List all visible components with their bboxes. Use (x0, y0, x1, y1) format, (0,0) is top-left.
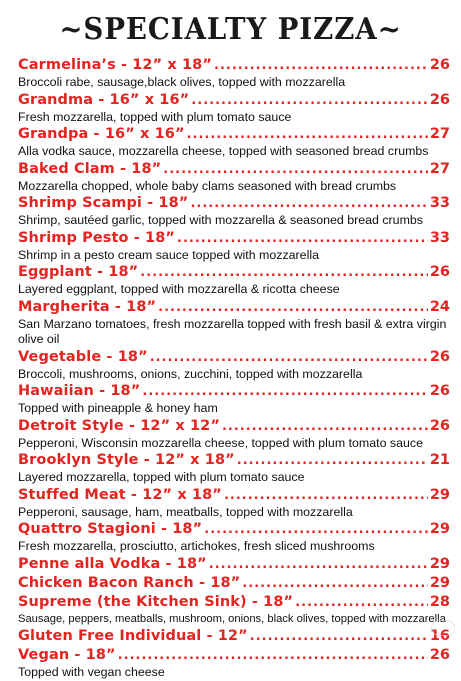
scan-mark (431, 620, 455, 636)
dot-leader (191, 91, 428, 110)
menu-item-description: Layered eggplant, topped with mozzarella & ricotta cheese (18, 282, 340, 296)
menu-item-name: Stuffed Meat - 12” x 18” (18, 486, 222, 503)
menu-item-price: 26 (429, 91, 450, 108)
dot-leader (250, 627, 428, 646)
menu-item-price: 33 (429, 229, 450, 246)
menu-item-header (18, 348, 450, 367)
menu-item-description: Fresh mozzarella, prosciutto, artichokes, fresh sliced mushrooms (18, 539, 375, 553)
menu-item-name: Detroit Style - 12” x 12” (18, 417, 220, 434)
menu-item (18, 627, 450, 646)
dot-leader (237, 451, 428, 470)
menu-item-name: Penne alla Vodka - 18” (18, 555, 207, 572)
menu-item-name: Gluten Free Individual - 12” (18, 628, 248, 644)
menu-item-name: Chicken Bacon Ranch - 18” (18, 574, 241, 591)
menu-item-description: Pepperoni, Wisconsin mozzarella cheese, topped with plum tomato sauce (18, 435, 423, 450)
menu-item-description: Pepperoni, sausage, ham, meatballs, topped with mozzarella (18, 504, 353, 519)
menu-item-description: Mozzarella chopped, whole baby clams seasoned with bread crumbs (18, 178, 397, 193)
menu-item-name: Grandma - 16” x 16” (18, 91, 190, 108)
menu-item (18, 194, 450, 229)
dot-leader (224, 486, 428, 505)
menu-item-header (18, 486, 450, 505)
dot-leader (177, 229, 428, 248)
menu-item-name: Carmelina’s - 12” x 18” (18, 57, 212, 73)
menu-item-price: 26 (429, 264, 450, 280)
menu-item-name: Supreme (the Kitchen Sink) - 18” (18, 593, 294, 610)
menu-item (18, 451, 450, 486)
menu-item-header (18, 229, 450, 248)
menu-item-price: 29 (429, 486, 450, 503)
menu-item-price: 28 (429, 593, 450, 610)
menu-item-header (18, 417, 450, 436)
menu-item-header (18, 627, 450, 646)
menu-item-name: Quattro Stagioni - 18” (18, 521, 203, 537)
menu-item-description: San Marzano tomatoes, fresh mozzarella topped with fresh basil & extra virgin olive oil (18, 316, 447, 346)
menu-item-header (18, 520, 450, 539)
menu-item-header (18, 451, 450, 470)
dot-leader (158, 298, 428, 317)
menu-item-header (18, 91, 450, 110)
menu-item-price: 27 (429, 126, 450, 142)
menu-item (18, 382, 450, 417)
menu-item (18, 574, 450, 593)
menu-item-header (18, 125, 450, 144)
menu-item-price: 16 (429, 628, 450, 644)
menu-item-price: 21 (429, 452, 450, 468)
menu-item (18, 263, 450, 298)
menu-item-description: Sausage, peppers, meatballs, mushroom, onions, black olives, topped with mozzarella (18, 612, 446, 625)
menu-item-description: Topped with vegan cheese (18, 665, 165, 679)
menu-item-price: 26 (429, 417, 450, 434)
menu-item-name: Eggplant - 18” (18, 264, 139, 280)
menu-item-header (18, 593, 450, 612)
menu-item (18, 298, 450, 348)
page-title: ~SPECIALTY PIZZA~ (59, 12, 402, 47)
menu-item (18, 91, 450, 126)
menu-item-price: 26 (429, 348, 450, 365)
dot-leader (222, 417, 428, 436)
dot-leader (204, 520, 428, 539)
menu-item-name: Vegan - 18” (18, 647, 116, 663)
menu-item-header (18, 382, 450, 401)
menu-item-name: Baked Clam - 18” (18, 160, 162, 177)
menu-item-description: Layered mozzarella, topped with plum tomato sauce (18, 470, 305, 484)
dot-leader (242, 574, 428, 593)
menu-item-header (18, 646, 450, 665)
dot-leader (209, 555, 428, 574)
menu-item-description: Fresh mozzarella, topped with plum tomato sauce (18, 109, 292, 124)
menu-item (18, 348, 450, 383)
menu-item-price: 26 (429, 57, 450, 73)
menu-item-description: Alla vodka sauce, mozzarella cheese, topped with seasoned bread crumbs (18, 144, 429, 158)
menu-item-description: Shrimp in a pesto cream sauce topped with mozzarella (18, 247, 319, 262)
menu-item-name: Shrimp Pesto - 18” (18, 229, 176, 246)
dot-leader (295, 593, 428, 612)
pizza-menu-list (18, 56, 450, 681)
dot-leader (140, 263, 428, 282)
menu-item (18, 417, 450, 452)
menu-item-name: Shrimp Scampi - 18” (18, 195, 189, 211)
menu-item (18, 125, 450, 160)
menu-item-header (18, 194, 450, 213)
menu-item (18, 160, 450, 195)
dot-leader (150, 348, 428, 367)
menu-item-price: 27 (429, 160, 450, 177)
dot-leader (142, 382, 427, 401)
menu-item-header (18, 555, 450, 574)
menu-item-header (18, 298, 450, 317)
menu-item-description: Broccoli rabe, sausage,black olives, topped with mozzarella (18, 75, 346, 89)
menu-item (18, 486, 450, 521)
menu-item-header (18, 160, 450, 179)
menu-item-header (18, 263, 450, 282)
dot-leader (187, 125, 428, 144)
dot-leader (163, 160, 428, 179)
menu-item-description: Shrimp, sautéed garlic, topped with mozzarella & seasoned bread crumbs (18, 213, 423, 227)
menu-item (18, 56, 450, 91)
menu-item-header (18, 574, 450, 593)
menu-item-price: 26 (429, 647, 450, 663)
menu-item (18, 520, 450, 555)
dot-leader (118, 646, 428, 665)
menu-item-name: Hawaiian - 18” (18, 383, 141, 399)
dot-leader (214, 56, 428, 75)
menu-item-header (18, 56, 450, 75)
menu-item (18, 229, 450, 264)
menu-item-name: Margherita - 18” (18, 298, 157, 315)
menu-item-price: 29 (429, 574, 450, 591)
menu-item-price: 33 (429, 195, 450, 211)
menu-item-name: Grandpa - 16” x 16” (18, 126, 185, 142)
menu-item-price: 26 (429, 383, 450, 399)
menu-item-description: Broccoli, mushrooms, onions, zucchini, topped with mozzarella (18, 366, 363, 381)
dot-leader (190, 194, 427, 213)
menu-item-price: 29 (429, 555, 450, 572)
menu-item-name: Vegetable - 18” (18, 348, 148, 365)
menu-item-price: 29 (429, 521, 450, 537)
menu-item-price: 24 (429, 298, 450, 315)
menu-item (18, 555, 450, 574)
menu-item-description: Topped with pineapple & honey ham (18, 401, 218, 415)
menu-item (18, 593, 450, 628)
menu-item-name: Brooklyn Style - 12” x 18” (18, 452, 235, 468)
menu-item (18, 646, 450, 681)
